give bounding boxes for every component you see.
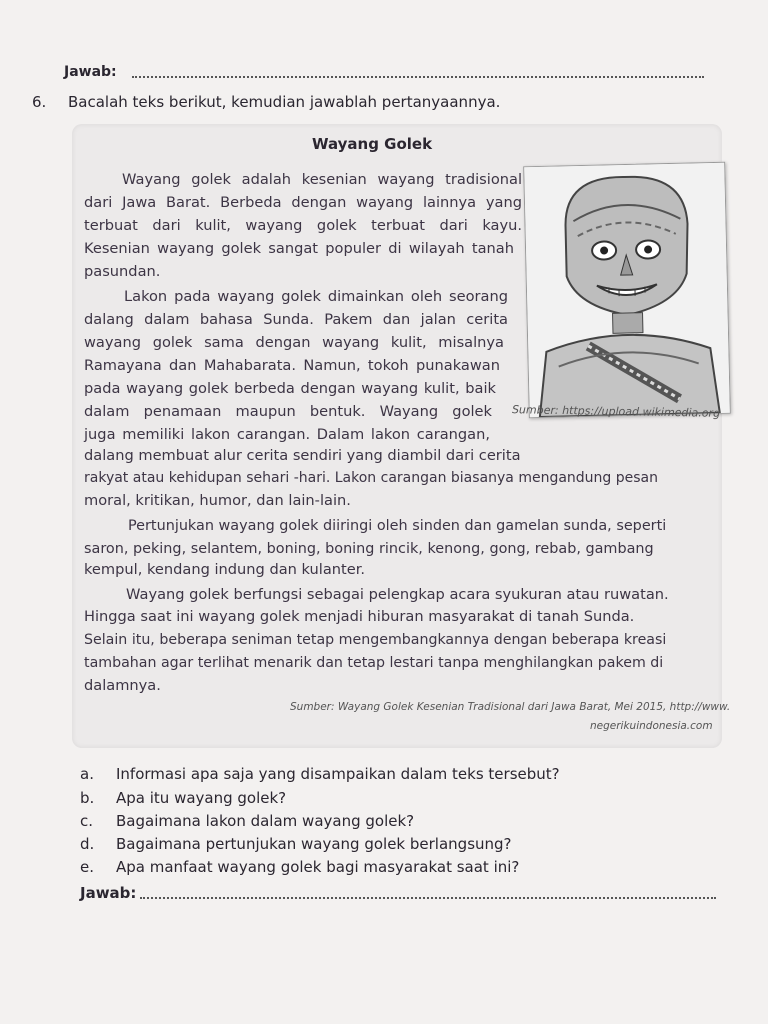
article-line: Ramayana dan Mahabarata. Namun, tokoh punakawan — [84, 357, 500, 374]
article-line: kempul, kendang indung dan kulanter. — [84, 561, 366, 578]
article-line: moral, kritikan, humor, dan lain-lain. — [84, 492, 351, 509]
question-text: Bacalah teks berikut, kemudian jawablah pertanyaannya. — [68, 93, 501, 111]
option-text-b: Apa itu wayang golek? — [116, 789, 287, 807]
article-line: dalamnya. — [84, 677, 161, 694]
option-text-a: Informasi apa saja yang disampaikan dalam teks tersebut? — [116, 765, 560, 783]
article-line: saron, peking, selantem, boning, boning rincik, kenong, gong, rebab, gambang — [84, 541, 654, 557]
option-letter-b: b. — [80, 789, 95, 807]
article-line: dari Jawa Barat. Berbeda dengan wayang lainnya yang — [84, 194, 522, 211]
top-answer-line[interactable] — [132, 66, 704, 78]
article-line: dalang dalam bahasa Sunda. Pakem dan jalan cerita — [84, 311, 508, 328]
article-title: Wayang Golek — [311, 135, 433, 153]
article-line: Lakon pada wayang golek dimainkan oleh seorang — [124, 288, 508, 305]
article-line: rakyat atau kehidupan sehari -hari. Lakon carangan biasanya mengandung pesan — [84, 470, 658, 486]
article-line: pasundan. — [84, 263, 161, 280]
option-letter-c: c. — [80, 812, 94, 830]
article-line: terbuat dari kulit, wayang golek terbuat dari kayu. — [84, 217, 522, 234]
article-line: dalam penamaan maupun bentuk. Wayang golek — [84, 403, 492, 420]
option-letter-d: d. — [80, 835, 95, 853]
wayang-golek-illustration — [524, 163, 730, 417]
image-caption: Sumber: https://upload.wikimedia.org — [511, 403, 721, 420]
top-answer-label: Jawab: — [64, 64, 117, 80]
article-line: Kesenian wayang golek sangat populer di wilayah tanah — [84, 240, 514, 257]
article-line: pada wayang golek berbeda dengan wayang kulit, baik — [84, 380, 496, 397]
article-line: Selain itu, beberapa seniman tetap mengembangkannya dengan beberapa kreasi — [84, 632, 667, 648]
article-line: dalang membuat alur cerita sendiri yang diambil dari cerita — [84, 447, 521, 464]
source-line: negerikuindonesia.com — [590, 720, 713, 732]
option-text-e: Apa manfaat wayang golek bagi masyarakat saat ini? — [116, 858, 520, 876]
answer-line[interactable] — [140, 887, 716, 899]
option-letter-e: e. — [80, 858, 94, 876]
article-line: Hingga saat ini wayang golek menjadi hiburan masyarakat di tanah Sunda. — [84, 608, 635, 625]
source-line: Sumber: Wayang Golek Kesenian Tradisional dari Jawa Barat, Mei 2015, http://www. — [290, 701, 731, 713]
wayang-golek-photo — [523, 162, 731, 419]
option-letter-a: a. — [80, 765, 94, 783]
question-number: 6. — [32, 93, 47, 111]
option-text-d: Bagaimana pertunjukan wayang golek berlangsung? — [116, 835, 512, 853]
article-line: juga memiliki lakon carangan. Dalam lakon carangan, — [84, 426, 490, 443]
article-line: tambahan agar terlihat menarik dan tetap lestari tanpa menghilangkan pakem di — [84, 655, 664, 671]
option-text-c: Bagaimana lakon dalam wayang golek? — [116, 812, 415, 830]
article-line: Wayang golek berfungsi sebagai pelengkap acara syukuran atau ruwatan. — [126, 586, 669, 603]
article-line: Pertunjukan wayang golek diiringi oleh sinden dan gamelan sunda, seperti — [128, 518, 667, 534]
answer-label: Jawab: — [80, 884, 137, 902]
article-line: Wayang golek adalah kesenian wayang tradisional — [122, 171, 522, 188]
article-line: wayang golek sama dengan wayang kulit, misalnya — [84, 334, 504, 351]
